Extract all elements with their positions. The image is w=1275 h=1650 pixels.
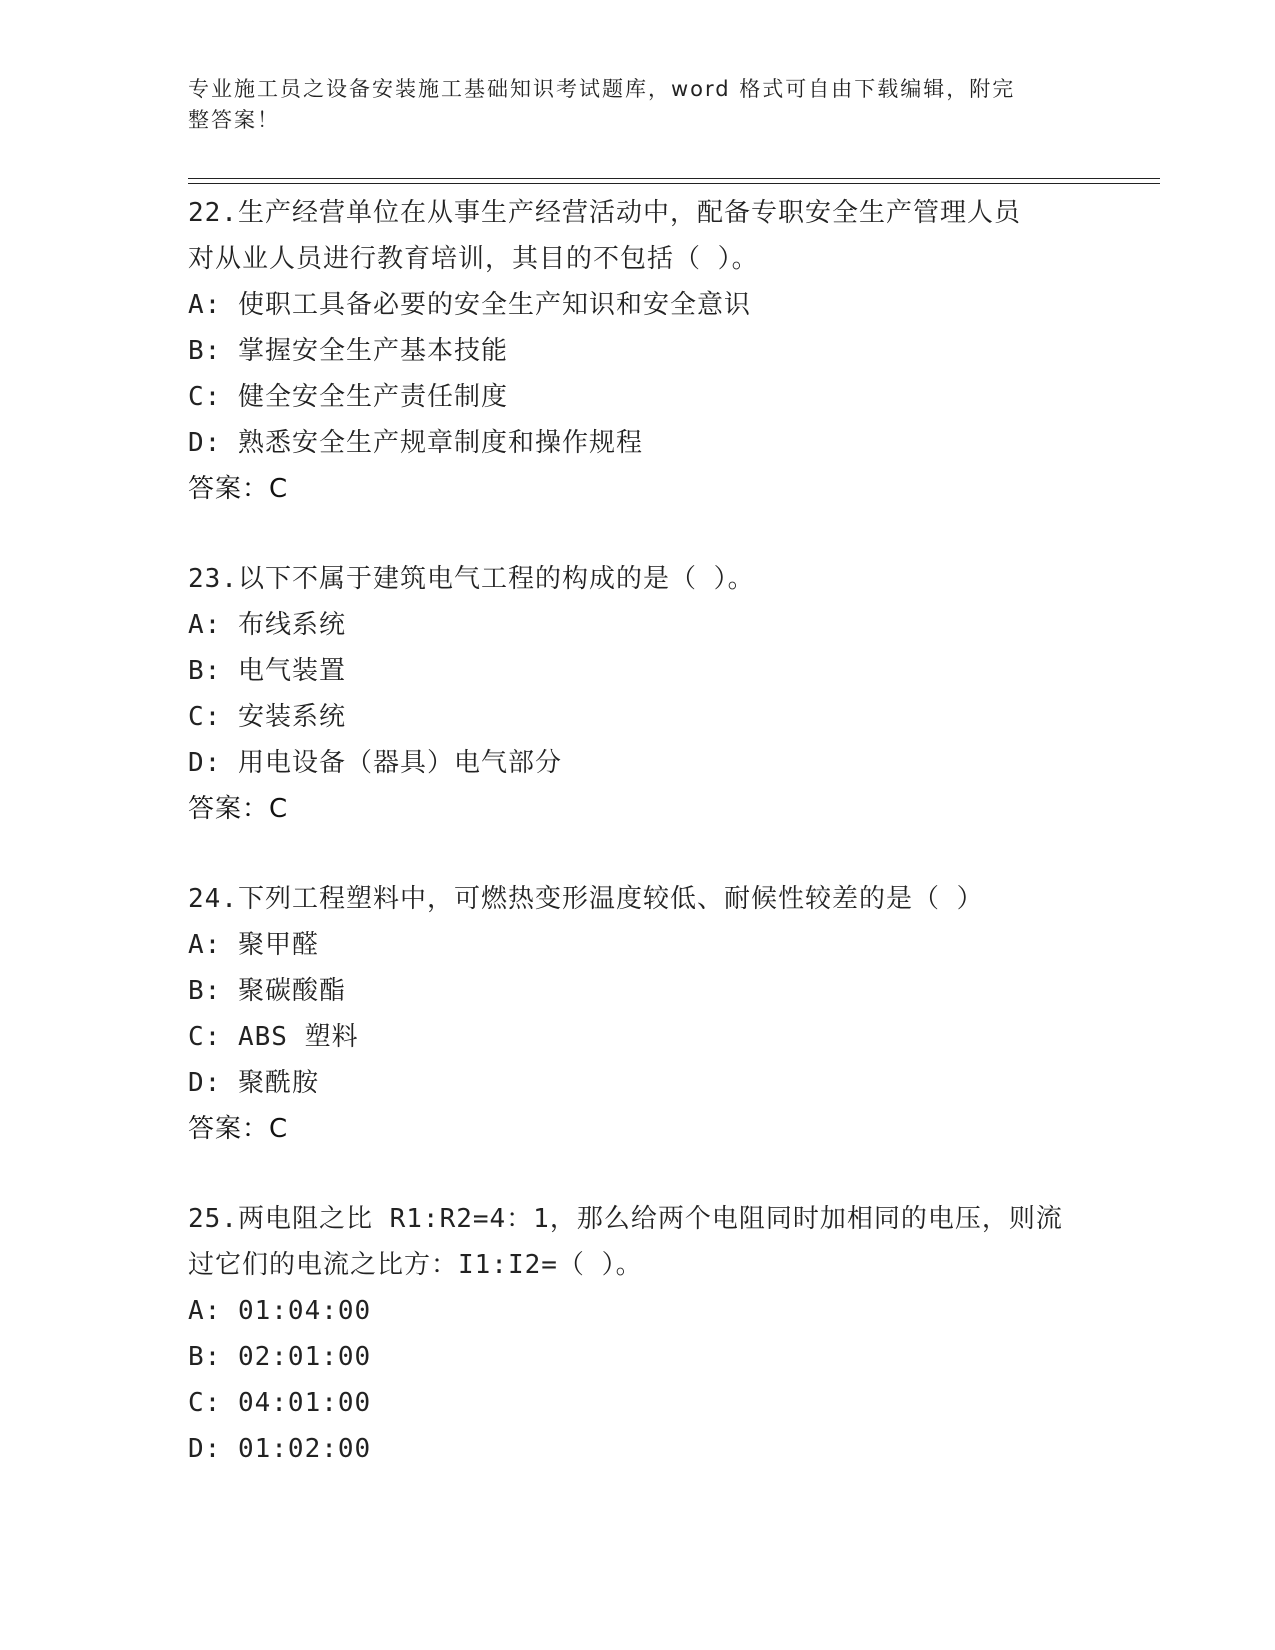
question-list [188,190,1088,1516]
answer: 答案：C [188,794,289,824]
header-line-2: 整答案！ [188,108,280,132]
option-d: D: 聚酰胺 [188,1068,319,1098]
question-stem-line: 24.下列工程塑料中，可燃热变形温度较低、耐候性较差的是（ ） [188,884,984,914]
option-a: A: 使职工具备必要的安全生产知识和安全意识 [188,290,751,320]
answer: 答案：C [188,1114,289,1144]
question-stem-line: 25.两电阻之比 R1:R2=4：1，那么给两个电阻同时加相同的电压，则流 [188,1204,1063,1234]
question-stem-line: 对从业人员进行教育培训，其目的不包括（ ）。 [188,244,759,274]
option-d: D: 01:02:00 [188,1434,372,1464]
option-a: A: 01:04:00 [188,1296,372,1326]
question-stem-line: 23.以下不属于建筑电气工程的构成的是（ ）。 [188,564,755,594]
question-22 [188,190,1088,512]
question-25 [188,1196,1088,1472]
option-a: A: 聚甲醛 [188,930,319,960]
header-divider-top [188,178,1160,179]
option-c: C: ABS 塑料 [188,1022,359,1052]
option-b: B: 02:01:00 [188,1342,372,1372]
option-b: B: 掌握安全生产基本技能 [188,336,508,366]
option-c: C: 健全安全生产责任制度 [188,382,508,412]
option-c: C: 04:01:00 [188,1388,372,1418]
question-23 [188,556,1088,832]
document-header [188,74,1068,136]
header-line-1: 专业施工员之设备安装施工基础知识考试题库，word 格式可自由下载编辑，附完 [188,77,1016,101]
option-a: A: 布线系统 [188,610,346,640]
question-stem-line: 过它们的电流之比方：I1:I2=（ ）。 [188,1250,643,1280]
option-d: D: 用电设备（器具）电气部分 [188,748,562,778]
option-b: B: 电气装置 [188,656,346,686]
question-stem-line: 22.生产经营单位在从事生产经营活动中，配备专职安全生产管理人员 [188,198,1021,228]
answer: 答案：C [188,474,289,504]
question-24 [188,876,1088,1152]
option-d: D: 熟悉安全生产规章制度和操作规程 [188,428,643,458]
header-divider-bottom [188,183,1160,184]
option-b: B: 聚碳酸酯 [188,976,346,1006]
option-c: C: 安装系统 [188,702,346,732]
